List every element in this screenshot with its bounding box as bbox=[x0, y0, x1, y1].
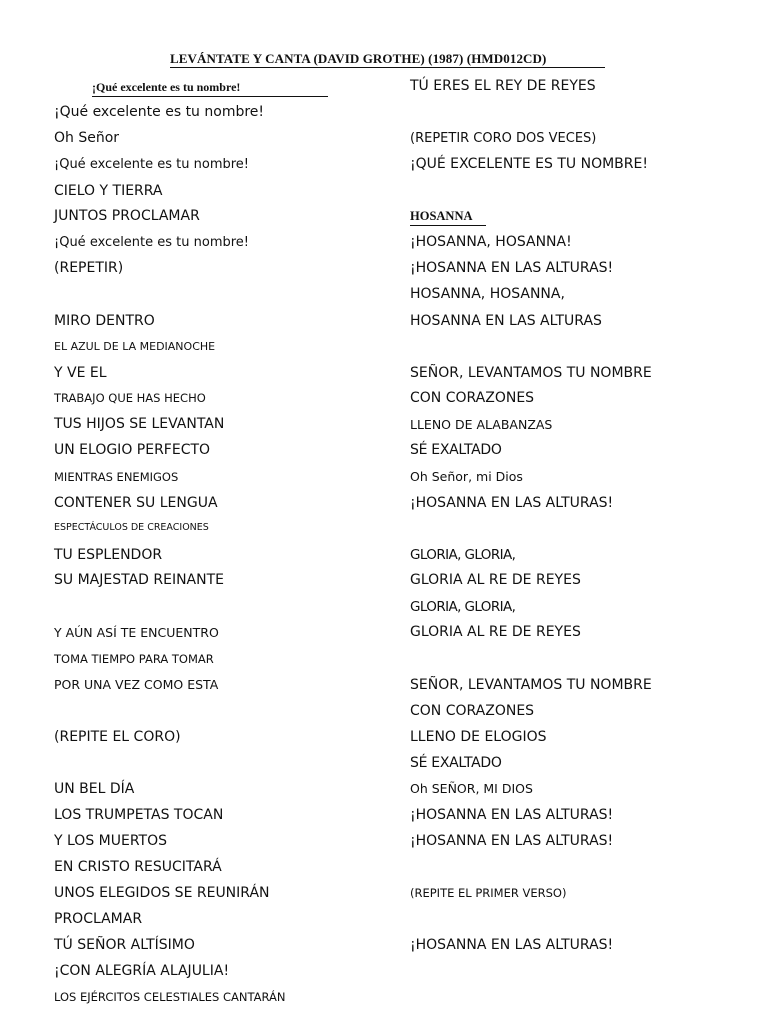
lyric-line: CONTENER SU LENGUA bbox=[54, 495, 218, 511]
lyric-line: TOMA TIEMPO PARA TOMAR bbox=[54, 652, 214, 666]
lyric-line: ¡Qué excelente es tu nombre! bbox=[54, 104, 265, 120]
lyric-line: TÚ SEÑOR ALTÍSIMO bbox=[54, 937, 195, 953]
lyric-line: EL AZUL DE LA MEDIANOCHE bbox=[54, 340, 216, 353]
lyric-line: SÉ EXALTADO bbox=[410, 755, 502, 771]
lyric-line: (REPITE EL PRIMER VERSO) bbox=[410, 886, 567, 900]
lyric-line: Y LOS MUERTOS bbox=[54, 833, 167, 849]
lyric-line: ¡HOSANNA EN LAS ALTURAS! bbox=[410, 260, 614, 276]
lyric-line: JUNTOS PROCLAMAR bbox=[54, 208, 200, 224]
lyric-line: MIRO DENTRO bbox=[54, 313, 155, 329]
lyric-line: MIENTRAS ENEMIGOS bbox=[54, 470, 179, 484]
lyric-line: CON CORAZONES bbox=[410, 703, 535, 719]
lyric-line: ¡Qué excelente es tu nombre! bbox=[54, 235, 250, 250]
lyric-line: ESPECTÁCULOS DE CREACIONES bbox=[54, 522, 209, 533]
lyric-line: ¡HOSANNA EN LAS ALTURAS! bbox=[410, 807, 614, 823]
lyric-line: PROCLAMAR bbox=[54, 911, 143, 927]
lyric-line: GLORIA, GLORIA, bbox=[410, 599, 516, 615]
lyric-line: (REPITE EL CORO) bbox=[54, 729, 181, 745]
lyric-line: SEÑOR, LEVANTAMOS TU NOMBRE bbox=[410, 677, 652, 693]
lyric-line: TU ESPLENDOR bbox=[54, 547, 163, 563]
lyric-line: GLORIA AL RE DE REYES bbox=[410, 624, 581, 640]
lyric-line: TUS HIJOS SE LEVANTAN bbox=[54, 416, 225, 432]
lyric-line: POR UNA VEZ COMO ESTA bbox=[54, 677, 219, 692]
lyric-line: LLENO DE ALABANZAS bbox=[410, 417, 553, 432]
lyric-line: SU MAJESTAD REINANTE bbox=[54, 572, 224, 588]
lyric-line: Oh SEÑOR, MI DIOS bbox=[410, 781, 533, 796]
lyric-line: (REPETIR) bbox=[54, 260, 124, 276]
lyric-line: HOSANNA, HOSANNA, bbox=[410, 286, 565, 302]
lyric-line: LOS EJÉRCITOS CELESTIALES CANTARÁN bbox=[54, 990, 286, 1004]
lyric-line: LLENO DE ELOGIOS bbox=[410, 729, 547, 745]
lyric-line: Oh Señor, mi Dios bbox=[410, 469, 523, 484]
lyric-line: ¡HOSANNA EN LAS ALTURAS! bbox=[410, 937, 614, 953]
lyric-line: (REPETIR CORO DOS VECES) bbox=[410, 131, 597, 146]
lyric-line: Y VE EL bbox=[54, 365, 107, 381]
lyric-line: ¡CON ALEGRÍA ALAJULIA! bbox=[54, 963, 230, 979]
lyric-line: CIELO Y TIERRA bbox=[54, 183, 163, 199]
lyric-line: UN ELOGIO PERFECTO bbox=[54, 442, 211, 458]
left-heading: ¡Qué excelente es tu nombre! bbox=[92, 78, 328, 97]
lyric-line: GLORIA, GLORIA, bbox=[410, 547, 516, 563]
lyric-line: EN CRISTO RESUCITARÁ bbox=[54, 859, 222, 875]
lyric-line: CON CORAZONES bbox=[410, 390, 535, 406]
lyric-line: TÚ ERES EL REY DE REYES bbox=[410, 78, 596, 94]
lyric-line: HOSANNA EN LAS ALTURAS bbox=[410, 313, 602, 329]
lyric-line: GLORIA AL RE DE REYES bbox=[410, 572, 581, 588]
lyric-line: ¡HOSANNA EN LAS ALTURAS! bbox=[410, 833, 614, 849]
section-heading: HOSANNA bbox=[410, 207, 486, 226]
lyric-line: UN BEL DÍA bbox=[54, 781, 135, 797]
lyric-line: Y AÚN ASÍ TE ENCUENTRO bbox=[54, 625, 219, 640]
lyric-line: ¡HOSANNA EN LAS ALTURAS! bbox=[410, 495, 614, 511]
lyric-line: TRABAJO QUE HAS HECHO bbox=[54, 391, 206, 405]
lyric-line: ¡QUÉ EXCELENTE ES TU NOMBRE! bbox=[410, 156, 648, 172]
lyric-line: UNOS ELEGIDOS SE REUNIRÁN bbox=[54, 885, 270, 901]
lyric-line: ¡Qué excelente es tu nombre! bbox=[54, 157, 250, 172]
page-title: LEVÁNTATE Y CANTA (DAVID GROTHE) (1987) (HMD012CD) bbox=[170, 51, 605, 68]
lyric-line: LOS TRUMPETAS TOCAN bbox=[54, 807, 224, 823]
lyric-line: SEÑOR, LEVANTAMOS TU NOMBRE bbox=[410, 365, 652, 381]
lyric-line: Oh Señor bbox=[54, 130, 120, 146]
lyric-line: ¡HOSANNA, HOSANNA! bbox=[410, 234, 572, 250]
lyric-line: SÉ EXALTADO bbox=[410, 442, 502, 458]
